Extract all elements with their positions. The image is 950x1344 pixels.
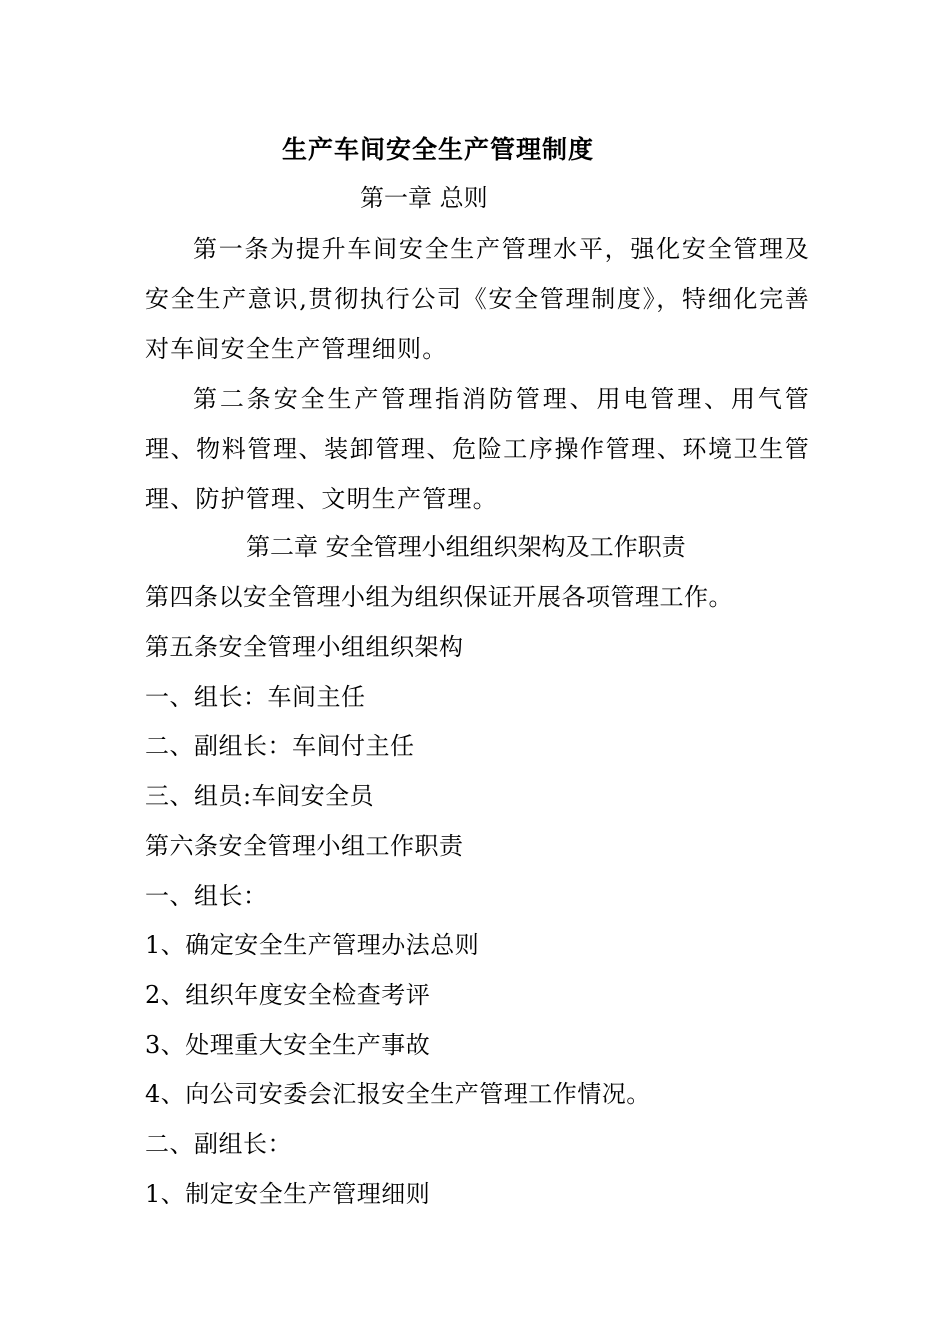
text-line: 一、组长：车间主任	[145, 683, 366, 711]
text-line: 二、副组长：车间付主任	[145, 732, 415, 760]
text-line: 第五条安全管理小组组织架构	[145, 633, 464, 661]
text-line: 一、组长：	[145, 882, 268, 910]
chapter-heading-1: 第一章 总则	[360, 184, 488, 212]
text-line: 第四条以安全管理小组为组织保证开展各项管理工作。	[145, 583, 733, 611]
text-line: 第六条安全管理小组工作职责	[145, 832, 464, 860]
document-title: 生产车间安全生产管理制度	[281, 135, 594, 164]
text-line: 三、组员:车间安全员	[145, 782, 375, 810]
text-line: 二、副组长：	[145, 1130, 292, 1158]
text-line: 2、组织年度安全检查考评	[145, 981, 431, 1009]
text-line: 1、制定安全生产管理细则	[145, 1180, 431, 1208]
text-line: 4、向公司安委会汇报安全生产管理工作情况。	[145, 1080, 651, 1108]
text-line: 1、确定安全生产管理办法总则	[145, 931, 480, 959]
text-line: 3、处理重大安全生产事故	[145, 1031, 431, 1059]
article-paragraph-1: 第一条为提升车间安全生产管理水平，强化安全管理及安全生产意识,贯彻执行公司《安全管理制度》，特细化完善对车间安全生产管理细则。	[145, 235, 810, 363]
article-paragraph-2: 第二条安全生产管理指消防管理、用电管理、用气管理、物料管理、装卸管理、危险工序操作管理、环境卫生管理、防护管理、文明生产管理。	[145, 385, 810, 513]
chapter-heading-2: 第二章 安全管理小组组织架构及工作职责	[246, 533, 686, 561]
